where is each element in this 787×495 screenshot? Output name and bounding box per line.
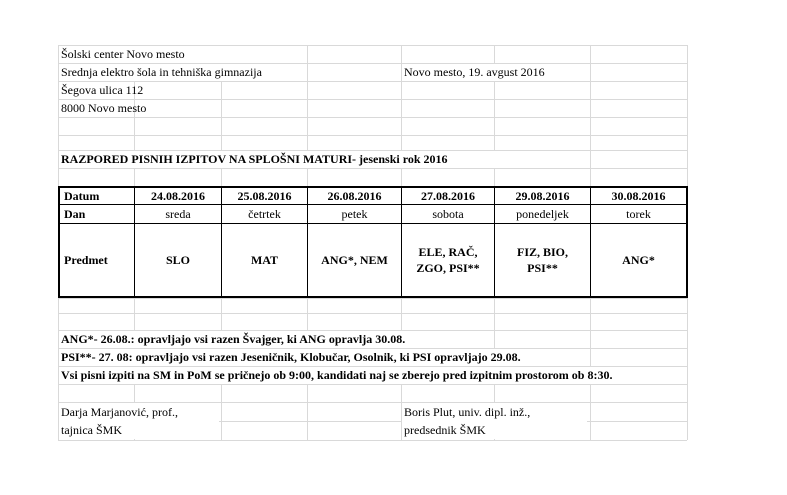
signature-left-role: tajnica ŠMK — [61, 423, 122, 437]
date-cell: 26.08.2016 — [327, 189, 382, 203]
place-date: Novo mesto, 19. avgust 2016 — [404, 65, 545, 79]
signature-left-name: Darja Marjanović, prof., — [61, 405, 178, 419]
gridline — [58, 117, 687, 118]
subject-line: ANG*, NEM — [321, 253, 388, 267]
subject-cell — [591, 224, 686, 296]
subject-cell — [135, 224, 221, 296]
day-cell: torek — [626, 207, 651, 221]
subject-line: MAT — [250, 253, 279, 267]
date-cell: 27.08.2016 — [421, 189, 475, 203]
subject-line: FIZ, BIO, — [516, 245, 568, 259]
gridline — [58, 313, 687, 314]
school-name: Šolski center Novo mesto — [61, 47, 185, 61]
note-ang: ANG*- 26.08.: opravljajo vsi razen Švajger, ki ANG opravlja 30.08. — [61, 332, 406, 346]
school-subtitle: Srednja elektro šola in tehniška gimnazija — [61, 65, 262, 79]
day-cell: sreda — [165, 207, 191, 221]
address-city: 8000 Novo mesto — [61, 101, 147, 115]
gridline — [58, 440, 687, 441]
day-cell: petek — [341, 207, 368, 221]
subject-line: ELE, RAČ, — [418, 245, 478, 259]
subject-line: SLO — [165, 253, 190, 267]
document-title: RAZPORED PISNIH IZPITOV NA SPLOŠNI MATURI- jesenski rok 2016 — [61, 152, 448, 166]
day-cell: ponedeljek — [516, 207, 569, 221]
note-psi: PSI**- 27. 08: opravljajo vsi razen Jeseničnik, Klobučar, Osolnik, ki PSI opravljajo 29.08. — [61, 350, 521, 364]
date-cell: 25.08.2016 — [237, 189, 292, 203]
subject-cell — [495, 224, 590, 296]
day-cell: sobota — [432, 207, 464, 221]
date-cell: 29.08.2016 — [515, 189, 570, 203]
gridline — [58, 99, 687, 100]
subject-cell — [402, 224, 494, 296]
subject-line: PSI** — [527, 261, 558, 275]
gridline — [58, 298, 687, 299]
date-cell: 30.08.2016 — [611, 189, 666, 203]
subject-cell — [222, 224, 307, 296]
row-label-subject: Predmet — [64, 253, 108, 267]
signature-right-role: predsednik ŠMK — [404, 423, 486, 437]
table-border — [686, 186, 688, 298]
gridline — [58, 135, 687, 136]
note-start-time: Vsi pisni izpiti na SM in PoM se pričnejo ob 9:00, kandidati naj se zberejo pred izpitnim prostorom ob 8:30. — [61, 368, 613, 382]
gridline — [58, 384, 687, 385]
subject-cell — [308, 224, 401, 296]
address-street: Šegova ulica 112 — [61, 83, 144, 97]
signature-right-name: Boris Plut, univ. dipl. inž., — [404, 405, 531, 419]
subject-line: ANG* — [622, 253, 655, 267]
day-cell: četrtek — [248, 207, 281, 221]
gridline — [58, 168, 687, 169]
table-border — [58, 296, 688, 298]
gridline — [58, 81, 687, 82]
row-label-date: Datum — [64, 189, 100, 203]
date-cell: 24.08.2016 — [151, 189, 205, 203]
subject-line: ZGO, PSI** — [416, 261, 480, 275]
row-label-day: Dan — [64, 207, 86, 221]
